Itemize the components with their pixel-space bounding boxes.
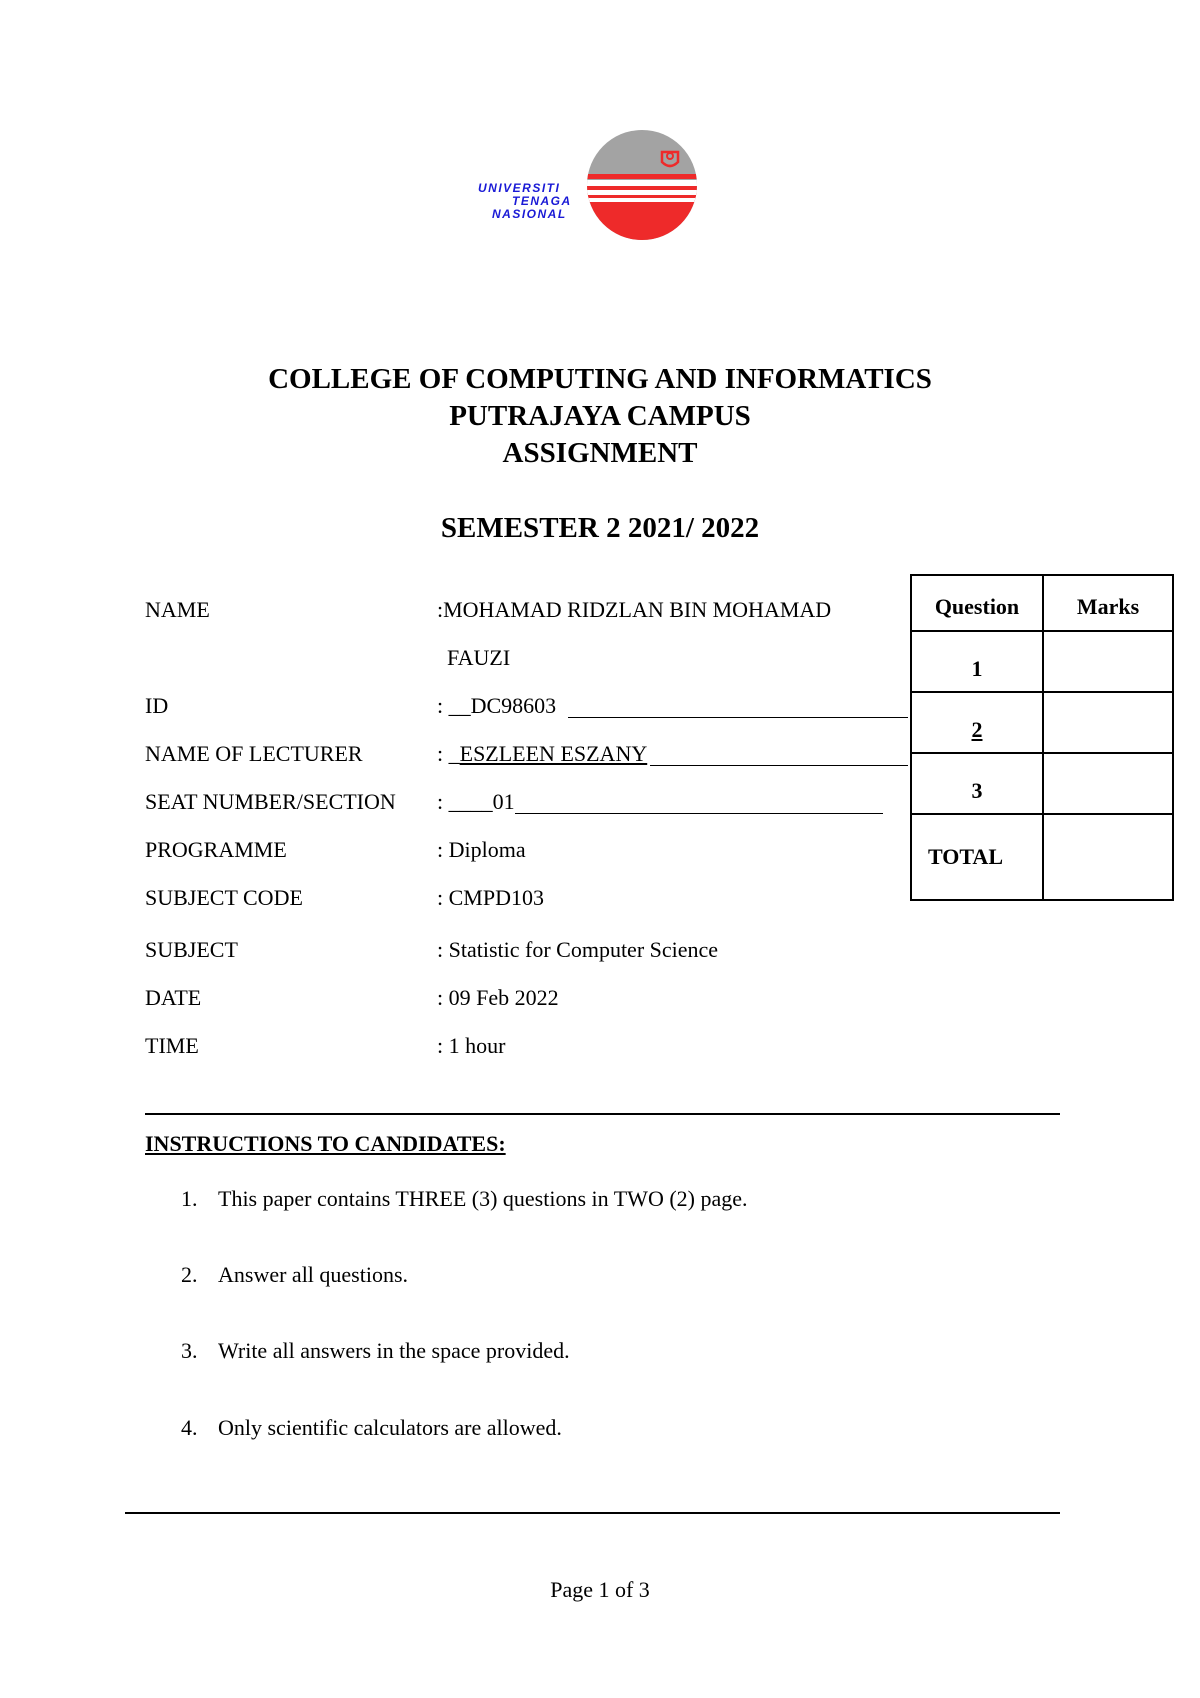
name-label: NAME (145, 597, 210, 622)
id-field (437, 693, 556, 719)
logo-text-line2: TENAGA (512, 194, 572, 208)
document-type: ASSIGNMENT (502, 437, 698, 469)
marks-table (910, 574, 1174, 901)
instruction-number: 2. (181, 1262, 198, 1287)
time-value: : 1 hour (437, 1033, 506, 1058)
lecturer-value: ESZLEEN ESZANY (459, 741, 648, 766)
instruction-text: Write all answers in the space provided. (218, 1338, 570, 1363)
instruction-text: This paper contains THREE (3) questions in TWO (2) page. (218, 1186, 748, 1211)
instruction-number: 3. (181, 1338, 198, 1363)
instructions-title: INSTRUCTIONS TO CANDIDATES: (145, 1131, 506, 1156)
total-marks-cell[interactable] (1043, 814, 1173, 900)
id-value: DC98603 (470, 693, 557, 718)
marks-row (911, 753, 1173, 814)
id-prefix: : __ (437, 693, 471, 718)
marks-cell[interactable] (1043, 753, 1173, 814)
page-number: Page 1 of 3 (550, 1577, 650, 1602)
subject-code-label: SUBJECT CODE (145, 885, 303, 910)
programme-label: PROGRAMME (145, 837, 287, 862)
semester-title: SEMESTER 2 2021/ 2022 (440, 512, 760, 544)
logo-text-line3: NASIONAL (492, 207, 567, 221)
university-logo (440, 130, 710, 240)
name-value-line1: :MOHAMAD RIDZLAN BIN MOHAMAD (437, 597, 832, 622)
marks-header: Marks (1043, 575, 1173, 631)
seat-prefix: : ____ (437, 789, 493, 814)
lecturer-label: NAME OF LECTURER (145, 741, 363, 766)
campus-title: PUTRAJAYA CAMPUS (449, 400, 751, 432)
divider-top (145, 1113, 1060, 1115)
time-label: TIME (145, 1033, 199, 1058)
instruction-text: Answer all questions. (218, 1262, 409, 1287)
question-number: 3 (911, 753, 1043, 814)
date-label: DATE (145, 985, 202, 1010)
seat-label: SEAT NUMBER/SECTION (145, 789, 396, 814)
instruction-text: Only scientific calculators are allowed. (218, 1415, 562, 1440)
programme-value: : Diploma (437, 837, 526, 862)
name-value-line2: FAUZI (447, 645, 511, 670)
instruction-number: 4. (181, 1415, 198, 1440)
marks-cell[interactable] (1043, 692, 1173, 753)
seat-value: 01 (492, 789, 515, 814)
question-number: 1 (911, 631, 1043, 692)
subject-value: : Statistic for Computer Science (437, 937, 719, 962)
divider-bottom (125, 1512, 1060, 1514)
marks-row (911, 692, 1173, 753)
college-title: COLLEGE OF COMPUTING AND INFORMATICS (268, 363, 932, 395)
subject-label: SUBJECT (145, 937, 238, 962)
lecturer-underline (650, 741, 908, 766)
id-underline (568, 693, 908, 718)
marks-table-header (911, 575, 1173, 631)
question-number: 2 (911, 692, 1043, 753)
date-value: : 09 Feb 2022 (437, 985, 559, 1010)
seat-underline (515, 789, 883, 814)
marks-row (911, 631, 1173, 692)
logo-text-line1: UNIVERSITI (478, 181, 561, 195)
total-row (911, 814, 1173, 900)
instruction-number: 1. (181, 1186, 198, 1211)
lecturer-field (437, 741, 647, 767)
total-label: TOTAL (911, 814, 1043, 900)
question-header: Question (911, 575, 1043, 631)
id-label: ID (145, 693, 169, 718)
seat-field (437, 789, 515, 815)
marks-cell[interactable] (1043, 631, 1173, 692)
subject-code-value: : CMPD103 (437, 885, 544, 910)
lecturer-prefix: : _ (437, 741, 460, 766)
